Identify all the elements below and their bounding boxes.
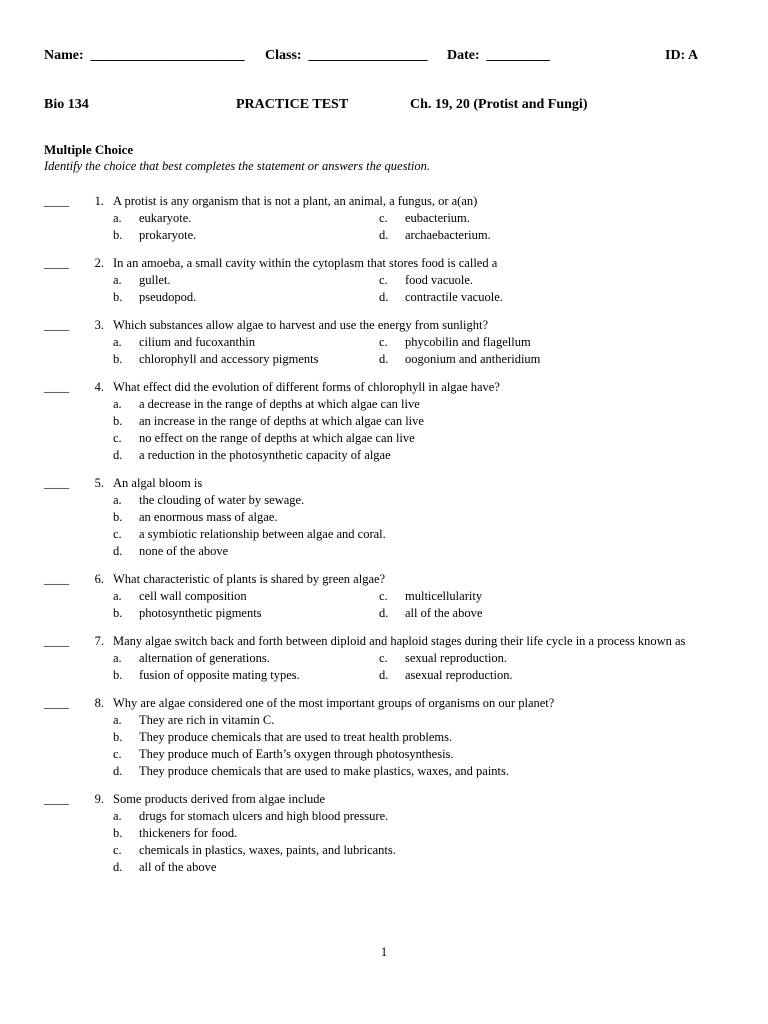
choice-letter: c.	[113, 843, 122, 857]
question-2	[0, 255, 768, 306]
choice-list	[113, 650, 768, 684]
answer-blank[interactable]: ____	[44, 194, 69, 208]
class-field-label: Class: _________________	[265, 48, 428, 63]
choice-text: gullet.	[139, 273, 171, 287]
answer-choice	[113, 859, 768, 876]
answer-choice	[113, 334, 379, 351]
choice-text: chemicals in plastics, waxes, paints, and lubricants.	[139, 843, 396, 857]
answer-choice	[113, 588, 379, 605]
question-stem: What effect did the evolution of different forms of chlorophyll in algae have?	[113, 380, 500, 394]
answer-choice	[113, 289, 379, 306]
answer-choice	[113, 825, 768, 842]
choice-text: alternation of generations.	[139, 651, 270, 665]
answer-choice	[113, 808, 768, 825]
section-title: Multiple Choice	[44, 142, 134, 157]
choice-list	[113, 808, 768, 876]
answer-choice	[379, 272, 629, 289]
name-field-label: Name: ______________________	[44, 48, 245, 63]
choice-text: They are rich in vitamin C.	[139, 713, 275, 727]
question-stem: Why are algae considered one of the most important groups of organisms on our planet?	[113, 696, 555, 710]
choice-letter: a.	[113, 397, 122, 411]
id-label: ID: A	[665, 48, 699, 63]
test-title: PRACTICE TEST	[236, 97, 349, 112]
answer-choice	[379, 210, 629, 227]
answer-choice	[113, 746, 768, 763]
date-field-label: Date: _________	[447, 48, 550, 63]
choice-letter: a.	[113, 809, 122, 823]
question-number: 9.	[94, 792, 104, 806]
answer-choice	[379, 227, 629, 244]
answer-blank[interactable]: ____	[44, 476, 69, 490]
choice-list	[113, 712, 768, 780]
choice-list	[113, 492, 768, 560]
answer-blank[interactable]: ____	[44, 380, 69, 394]
choice-text: all of the above	[405, 606, 483, 620]
answer-choice	[113, 272, 379, 289]
answer-choice	[113, 650, 379, 667]
choice-letter: a.	[113, 273, 122, 287]
question-stem: What characteristic of plants is shared by green algae?	[113, 572, 386, 586]
choice-letter: a.	[113, 713, 122, 727]
choice-text: cell wall composition	[139, 589, 247, 603]
choice-letter: b.	[113, 510, 123, 524]
question-9	[0, 791, 768, 876]
choice-text: multicellularity	[405, 589, 483, 603]
choice-text: prokaryote.	[139, 228, 197, 242]
answer-choice	[113, 605, 379, 622]
choice-list	[113, 210, 768, 244]
choice-text: fusion of opposite mating types.	[139, 668, 300, 682]
choice-letter: d.	[379, 606, 389, 620]
choice-text: thickeners for food.	[139, 826, 238, 840]
choice-text: an increase in the range of depths at which algae can live	[139, 414, 424, 428]
choice-letter: d.	[379, 668, 389, 682]
answer-choice	[379, 351, 629, 368]
question-number: 8.	[94, 696, 104, 710]
course-code: Bio 134	[44, 97, 89, 112]
choice-letter: d.	[113, 860, 123, 874]
answer-choice	[113, 430, 768, 447]
answer-choice	[113, 447, 768, 464]
choice-text: eukaryote.	[139, 211, 192, 225]
choice-letter: c.	[379, 273, 388, 287]
choice-text: no effect on the range of depths at which algae can live	[139, 431, 415, 445]
question-stem: A protist is any organism that is not a plant, an animal, a fungus, or a(an)	[113, 194, 478, 208]
choice-letter: c.	[113, 431, 122, 445]
choice-letter: b.	[113, 414, 123, 428]
choice-letter: b.	[113, 668, 123, 682]
choice-text: food vacuole.	[405, 273, 474, 287]
choice-text: phycobilin and flagellum	[405, 335, 531, 349]
answer-choice	[379, 650, 629, 667]
question-7	[0, 633, 768, 684]
answer-choice	[113, 492, 768, 509]
choice-letter: d.	[113, 764, 123, 778]
choice-text: They produce much of Earth’s oxygen through photosynthesis.	[139, 747, 454, 761]
choice-text: chlorophyll and accessory pigments	[139, 352, 319, 366]
question-6	[0, 571, 768, 622]
choice-letter: b.	[113, 228, 123, 242]
choice-text: a symbiotic relationship between algae and coral.	[139, 527, 386, 541]
choice-letter: a.	[113, 211, 122, 225]
choice-letter: c.	[379, 211, 388, 225]
choice-letter: a.	[113, 493, 122, 507]
question-stem: Which substances allow algae to harvest and use the energy from sunlight?	[113, 318, 489, 332]
choice-text: drugs for stomach ulcers and high blood pressure.	[139, 809, 389, 823]
choice-letter: d.	[113, 448, 123, 462]
choice-letter: a.	[113, 335, 122, 349]
question-number: 1.	[94, 194, 104, 208]
choice-text: cilium and fucoxanthin	[139, 335, 255, 349]
choice-letter: c.	[379, 651, 388, 665]
section-instructions: Identify the choice that best completes the statement or answers the question.	[44, 159, 431, 173]
answer-blank[interactable]: ____	[44, 318, 69, 332]
question-number: 2.	[94, 256, 104, 270]
choice-letter: b.	[113, 730, 123, 744]
answer-choice	[113, 842, 768, 859]
answer-choice	[379, 588, 629, 605]
answer-choice	[113, 413, 768, 430]
choice-text: photosynthetic pigments	[139, 606, 262, 620]
question-1	[0, 193, 768, 244]
choice-letter: a.	[113, 589, 122, 603]
choice-letter: c.	[379, 335, 388, 349]
choice-list	[113, 272, 768, 306]
answer-choice	[113, 763, 768, 780]
choice-text: asexual reproduction.	[405, 668, 513, 682]
answer-choice	[113, 526, 768, 543]
choice-letter: c.	[113, 747, 122, 761]
choice-letter: d.	[113, 544, 123, 558]
question-5	[0, 475, 768, 560]
choice-letter: b.	[113, 606, 123, 620]
choice-text: all of the above	[139, 860, 217, 874]
answer-blank[interactable]: ____	[44, 256, 69, 270]
choice-text: They produce chemicals that are used to treat health problems.	[139, 730, 453, 744]
choice-text: oogonium and antheridium	[405, 352, 541, 366]
choice-text: the clouding of water by sewage.	[139, 493, 305, 507]
question-list	[0, 193, 768, 887]
question-number: 3.	[94, 318, 104, 332]
answer-choice	[113, 396, 768, 413]
answer-choice	[113, 509, 768, 526]
question-stem: Many algae switch back and forth between diploid and haploid stages during their life cycle in a process known as	[113, 634, 686, 648]
answer-choice	[113, 543, 768, 560]
choice-text: pseudopod.	[139, 290, 197, 304]
answer-choice	[113, 667, 379, 684]
answer-blank[interactable]: ____	[44, 696, 69, 710]
choice-letter: b.	[113, 290, 123, 304]
answer-choice	[113, 712, 768, 729]
choice-list	[113, 334, 768, 368]
question-stem: Some products derived from algae include	[113, 792, 326, 806]
question-number: 5.	[94, 476, 104, 490]
choice-letter: d.	[379, 228, 389, 242]
choice-letter: d.	[379, 290, 389, 304]
choice-text: a reduction in the photosynthetic capacity of algae	[139, 448, 391, 462]
choice-letter: a.	[113, 651, 122, 665]
question-number: 4.	[94, 380, 104, 394]
question-8	[0, 695, 768, 780]
choice-text: sexual reproduction.	[405, 651, 508, 665]
answer-choice	[113, 351, 379, 368]
choice-text: a decrease in the range of depths at which algae can live	[139, 397, 420, 411]
page-number: 1	[380, 945, 388, 959]
answer-choice	[379, 289, 629, 306]
choice-letter: c.	[379, 589, 388, 603]
choice-text: eubacterium.	[405, 211, 470, 225]
choice-list	[113, 588, 768, 622]
choice-text: archaebacterium.	[405, 228, 491, 242]
answer-choice	[113, 729, 768, 746]
choice-letter: c.	[113, 527, 122, 541]
answer-choice	[379, 667, 629, 684]
question-3	[0, 317, 768, 368]
question-stem: An algal bloom is	[113, 476, 203, 490]
choice-text: contractile vacuole.	[405, 290, 503, 304]
question-number: 6.	[94, 572, 104, 586]
question-4	[0, 379, 768, 464]
choice-text: They produce chemicals that are used to make plastics, waxes, and paints.	[139, 764, 510, 778]
choice-list	[113, 396, 768, 464]
choice-letter: b.	[113, 826, 123, 840]
answer-blank[interactable]: ____	[44, 634, 69, 648]
choice-text: none of the above	[139, 544, 229, 558]
answer-choice	[113, 227, 379, 244]
answer-choice	[113, 210, 379, 227]
answer-choice	[379, 334, 629, 351]
answer-blank[interactable]: ____	[44, 792, 69, 806]
chapter-title: Ch. 19, 20 (Protist and Fungi)	[410, 97, 588, 112]
answer-blank[interactable]: ____	[44, 572, 69, 586]
answer-choice	[379, 605, 629, 622]
choice-letter: b.	[113, 352, 123, 366]
choice-letter: d.	[379, 352, 389, 366]
choice-text: an enormous mass of algae.	[139, 510, 278, 524]
question-number: 7.	[94, 634, 104, 648]
question-stem: In an amoeba, a small cavity within the cytoplasm that stores food is called a	[113, 256, 498, 270]
